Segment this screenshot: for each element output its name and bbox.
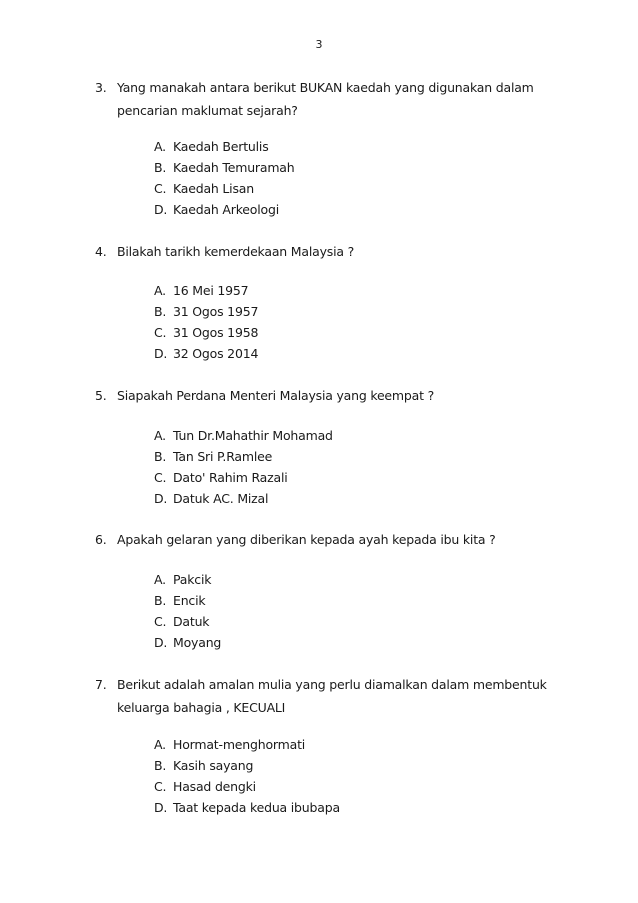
question-text-line: Siapakah Perdana Menteri Malaysia yang keempat ?	[117, 388, 434, 403]
option-b	[154, 755, 565, 776]
option-text: Kasih sayang	[173, 758, 254, 773]
option-text: Kaedah Arkeologi	[173, 202, 279, 217]
option-c	[154, 776, 565, 797]
answer-options	[95, 425, 565, 509]
option-b	[154, 301, 565, 322]
option-a	[154, 280, 565, 301]
question-3	[95, 76, 565, 220]
question-text-line: pencarian maklumat sejarah?	[117, 103, 298, 118]
option-d	[154, 632, 565, 653]
option-letter: A.	[154, 139, 166, 154]
option-letter: B.	[154, 593, 167, 608]
option-letter: D.	[154, 635, 168, 650]
option-letter: A.	[154, 283, 166, 298]
option-text: Taat kepada kedua ibubapa	[173, 800, 340, 815]
question-number: 4.	[95, 244, 107, 259]
option-d	[154, 488, 565, 509]
answer-options	[95, 569, 565, 653]
question-number: 5.	[95, 388, 107, 403]
option-letter: C.	[154, 181, 167, 196]
option-letter: B.	[154, 758, 167, 773]
option-text: 32 Ogos 2014	[173, 346, 259, 361]
option-letter: C.	[154, 614, 167, 629]
option-a	[154, 734, 565, 755]
option-d	[154, 199, 565, 220]
option-text: Tun Dr.Mahathir Mohamad	[173, 428, 333, 443]
answer-options	[95, 734, 565, 818]
option-letter: D.	[154, 202, 168, 217]
option-text: Datuk	[173, 614, 210, 629]
option-text: Kaedah Bertulis	[173, 139, 269, 154]
option-c	[154, 611, 565, 632]
option-d	[154, 343, 565, 364]
question-4	[95, 240, 565, 364]
option-text: 31 Ogos 1957	[173, 304, 259, 319]
option-text: Moyang	[173, 635, 222, 650]
question-6	[95, 528, 565, 653]
option-letter: D.	[154, 346, 168, 361]
option-text: Hasad dengki	[173, 779, 256, 794]
option-text: Tan Sri P.Ramlee	[173, 449, 273, 464]
question-stem	[95, 384, 565, 407]
question-text-line: Apakah gelaran yang diberikan kepada ayah kepada ibu kita ?	[117, 532, 496, 547]
question-text-line: Berikut adalah amalan mulia yang perlu diamalkan dalam membentuk	[117, 677, 547, 692]
option-b	[154, 157, 565, 178]
question-stem	[95, 528, 565, 551]
question-5	[95, 384, 565, 509]
option-letter: A.	[154, 737, 166, 752]
option-text: Encik	[173, 593, 206, 608]
option-letter: C.	[154, 470, 167, 485]
option-text: 16 Mei 1957	[173, 283, 249, 298]
answer-options	[95, 280, 565, 364]
question-number: 7.	[95, 677, 107, 692]
option-letter: C.	[154, 779, 167, 794]
option-a	[154, 425, 565, 446]
option-d	[154, 797, 565, 818]
option-text: Pakcik	[173, 572, 212, 587]
option-letter: B.	[154, 304, 167, 319]
option-letter: C.	[154, 325, 167, 340]
answer-options	[95, 136, 565, 220]
option-text: Datuk AC. Mizal	[173, 491, 269, 506]
question-stem	[95, 673, 565, 719]
option-b	[154, 446, 565, 467]
option-b	[154, 590, 565, 611]
option-letter: B.	[154, 449, 167, 464]
option-letter: A.	[154, 428, 166, 443]
option-letter: D.	[154, 800, 168, 815]
option-text: Kaedah Lisan	[173, 181, 254, 196]
question-text	[117, 673, 565, 719]
question-number: 6.	[95, 532, 107, 547]
question-text	[117, 384, 565, 407]
option-c	[154, 178, 565, 199]
question-text-line: keluarga bahagia , KECUALI	[117, 700, 286, 715]
question-number: 3.	[95, 80, 107, 95]
option-text: Kaedah Temuramah	[173, 160, 295, 175]
option-text: Dato' Rahim Razali	[173, 470, 288, 485]
question-text-line: Bilakah tarikh kemerdekaan Malaysia ?	[117, 244, 355, 259]
question-stem	[95, 240, 565, 263]
question-text	[117, 528, 565, 551]
option-c	[154, 467, 565, 488]
question-text	[117, 76, 565, 122]
page-number: 3	[315, 38, 323, 51]
question-text-line: Yang manakah antara berikut BUKAN kaedah yang digunakan dalam	[117, 80, 534, 95]
option-text: 31 Ogos 1958	[173, 325, 259, 340]
option-a	[154, 136, 565, 157]
question-text	[117, 240, 565, 263]
option-a	[154, 569, 565, 590]
question-7	[95, 673, 565, 818]
question-stem	[95, 76, 565, 122]
option-c	[154, 322, 565, 343]
option-letter: A.	[154, 572, 166, 587]
option-text: Hormat-menghormati	[173, 737, 306, 752]
option-letter: D.	[154, 491, 168, 506]
option-letter: B.	[154, 160, 167, 175]
